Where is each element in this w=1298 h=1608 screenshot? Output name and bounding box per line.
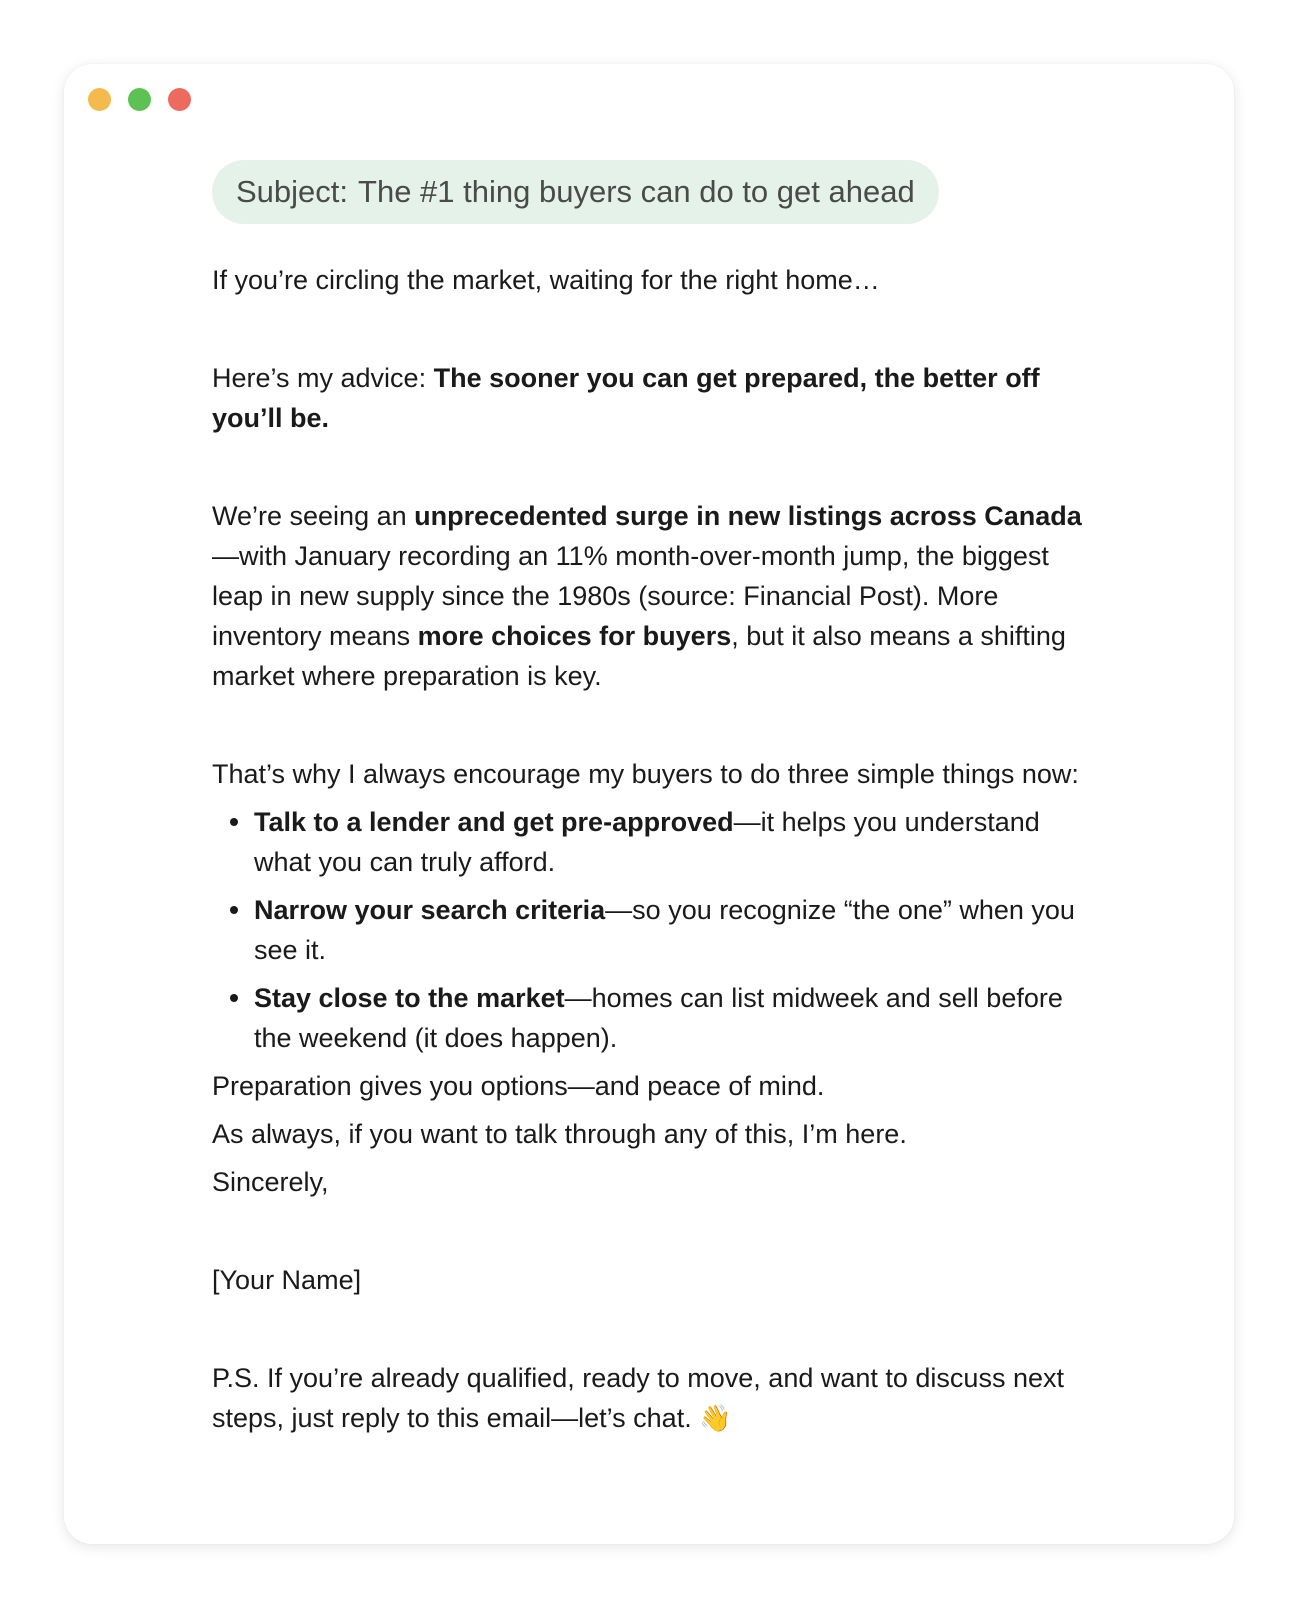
bullet-icon	[230, 906, 238, 914]
list-item	[212, 802, 1092, 882]
why-paragraph: That’s why I always encourage my buyers to do three simple things now:	[212, 759, 1079, 789]
list-item	[212, 978, 1092, 1058]
subject-text: The #1 thing buyers can do to get ahead	[358, 174, 915, 209]
tip-bold: Narrow your search criteria	[254, 895, 606, 925]
as-always-line: As always, if you want to talk through any of this, I’m here.	[212, 1119, 907, 1149]
tip-text: —homes can list midweek and sell before the weekend (it does happen).	[254, 983, 1063, 1053]
email-body	[212, 160, 1092, 1438]
subject-line	[212, 160, 939, 224]
ps-text: P.S. If you’re already qualified, ready to move, and want to discuss next steps, just reply to this email—let’s chat.	[212, 1363, 1064, 1433]
surge-text-3: , but it also means a shifting market where preparation is key.	[212, 621, 1066, 691]
close-button[interactable]	[168, 88, 191, 111]
sign-off: Sincerely,	[212, 1167, 329, 1197]
surge-paragraph	[212, 496, 1092, 696]
intro-paragraph: If you’re circling the market, waiting for the right home…	[212, 265, 880, 295]
surge-text-1: We’re seeing an	[212, 501, 415, 531]
tip-bold: Stay close to the market	[254, 983, 565, 1013]
tips-list	[212, 802, 1092, 1058]
email-window	[64, 64, 1234, 1544]
tip-text: —it helps you understand what you can truly afford.	[254, 807, 1040, 877]
tip-text: —so you recognize “the one” when you see it.	[254, 895, 1075, 965]
surge-bold-2: more choices for buyers	[417, 621, 732, 651]
surge-bold-1: unprecedented surge in new listings across Canada	[414, 501, 1082, 531]
bullet-icon	[230, 994, 238, 1002]
ps-paragraph	[212, 1358, 1092, 1438]
zoom-button[interactable]	[128, 88, 151, 111]
list-item	[212, 890, 1092, 970]
surge-text-2: —with January recording an 11% month-over-month jump, the biggest leap in new supply since the 1980s (source: Financial Post). More inventory means	[212, 541, 1049, 651]
subject-label: Subject:	[236, 174, 349, 209]
bullet-icon	[230, 818, 238, 826]
advice-paragraph	[212, 358, 1092, 438]
advice-prefix: Here’s my advice:	[212, 363, 434, 393]
tip-bold: Talk to a lender and get pre-approved	[254, 807, 734, 837]
waving-hand-icon: 👋	[699, 1403, 732, 1433]
name-placeholder: [Your Name]	[212, 1265, 362, 1295]
minimize-button[interactable]	[88, 88, 111, 111]
preparation-line: Preparation gives you options—and peace of mind.	[212, 1071, 825, 1101]
window-controls	[88, 88, 191, 111]
advice-bold: The sooner you can get prepared, the better off you’ll be.	[212, 363, 1040, 433]
